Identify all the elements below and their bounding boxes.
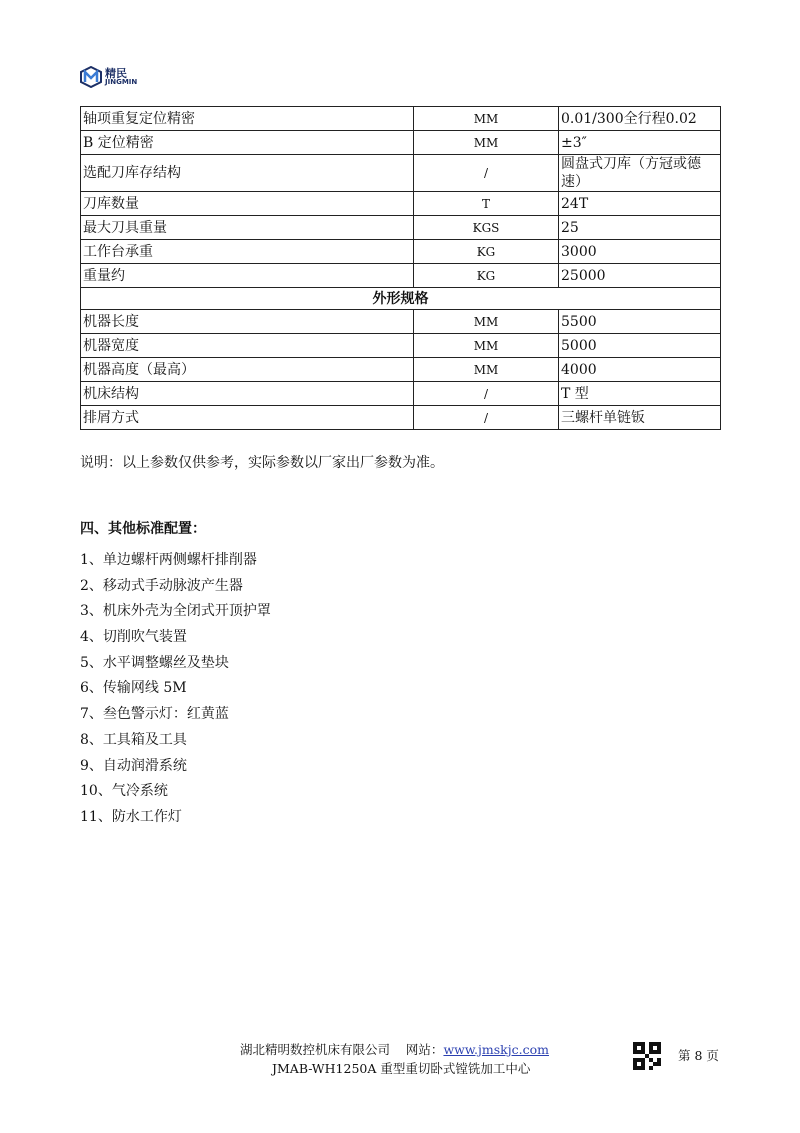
table-row [81, 155, 721, 192]
param-unit: KGS [414, 216, 559, 240]
logo-cn: 精民 [105, 67, 127, 80]
list-item: 3、机床外壳为全闭式开顶护罩 [80, 603, 271, 620]
table-row [81, 310, 721, 334]
website-link[interactable]: www.jmskjc.com [443, 1042, 549, 1057]
table-row [81, 192, 721, 216]
param-name: 重量约 [81, 264, 414, 288]
param-name: 机床结构 [81, 382, 414, 406]
param-value: 三螺杆单链钣 [559, 406, 721, 430]
param-value: ±3″ [559, 131, 721, 155]
param-value: 5500 [559, 310, 721, 334]
param-unit: / [414, 155, 559, 192]
param-unit: / [414, 382, 559, 406]
param-unit: T [414, 192, 559, 216]
table-row [81, 107, 721, 131]
company-name: 湖北精明数控机床有限公司 [240, 1042, 391, 1057]
param-unit: KG [414, 264, 559, 288]
qr-code-icon [633, 1042, 661, 1070]
param-value: 4000 [559, 358, 721, 382]
spec-table [80, 106, 721, 430]
list-item: 2、移动式手动脉波产生器 [80, 577, 243, 594]
param-unit: / [414, 406, 559, 430]
site-label: 网站： [405, 1042, 444, 1057]
table-row [81, 358, 721, 382]
param-value: 25000 [559, 264, 721, 288]
param-name: 机器长度 [81, 310, 414, 334]
param-unit: MM [414, 107, 559, 131]
param-value: 0.01/300全行程0.02 [559, 107, 721, 131]
param-value: 24T [559, 192, 721, 216]
list-item: 1、单边螺杆两侧螺杆排削器 [80, 552, 257, 568]
param-value: T 型 [559, 382, 721, 406]
table-row [81, 334, 721, 358]
param-unit: MM [414, 334, 559, 358]
param-name: 选配刀库存结构 [81, 155, 414, 192]
list-item: 9、自动润滑系统 [80, 757, 187, 774]
param-value: 25 [559, 216, 721, 240]
param-unit: MM [414, 310, 559, 334]
logo-icon [80, 66, 102, 88]
note: 说明：以上参数仅供参考，实际参数以厂家出厂参数为准。 [80, 455, 444, 471]
section-header: 外形规格 [81, 288, 721, 310]
param-value: 5000 [559, 334, 721, 358]
param-value: 圆盘式刀库（方冠或德速） [559, 155, 721, 192]
list-item: 5、水平调整螺丝及垫块 [80, 654, 229, 671]
param-name: 排屑方式 [81, 406, 414, 430]
table-row [81, 406, 721, 430]
table-row [81, 216, 721, 240]
table-row [81, 131, 721, 155]
param-name: B 定位精密 [81, 131, 414, 155]
param-name: 最大刀具重量 [81, 216, 414, 240]
list-item: 7、叁色警示灯：红黄蓝 [80, 706, 229, 723]
param-unit: MM [414, 358, 559, 382]
param-name: 机器宽度 [81, 334, 414, 358]
list-item: 8、工具箱及工具 [80, 731, 187, 748]
list-item: 4、切削吹气装置 [80, 629, 187, 646]
section-row [81, 288, 721, 310]
logo-en: JINGMIN [105, 78, 138, 86]
list-item: 6、传输网线 5M [80, 680, 187, 697]
param-value: 3000 [559, 240, 721, 264]
table-row [81, 382, 721, 406]
page-number: 第 8 页 [678, 1048, 719, 1063]
company-logo [80, 66, 137, 88]
table-row [81, 264, 721, 288]
param-name: 刀库数量 [81, 192, 414, 216]
param-name: 工作台承重 [81, 240, 414, 264]
list-item: 10、气冷系统 [80, 783, 168, 800]
param-name: 轴项重复定位精密 [81, 107, 414, 131]
list-item: 11、防水工作灯 [80, 808, 182, 825]
product-name: JMAB-WH1250A 重型重切卧式镗铣加工中心 [272, 1061, 531, 1076]
param-name: 机器高度（最高） [81, 358, 414, 382]
param-unit: MM [414, 131, 559, 155]
table-row [81, 240, 721, 264]
section-title: 四、其他标准配置： [80, 521, 206, 537]
param-unit: KG [414, 240, 559, 264]
config-list [80, 548, 271, 831]
